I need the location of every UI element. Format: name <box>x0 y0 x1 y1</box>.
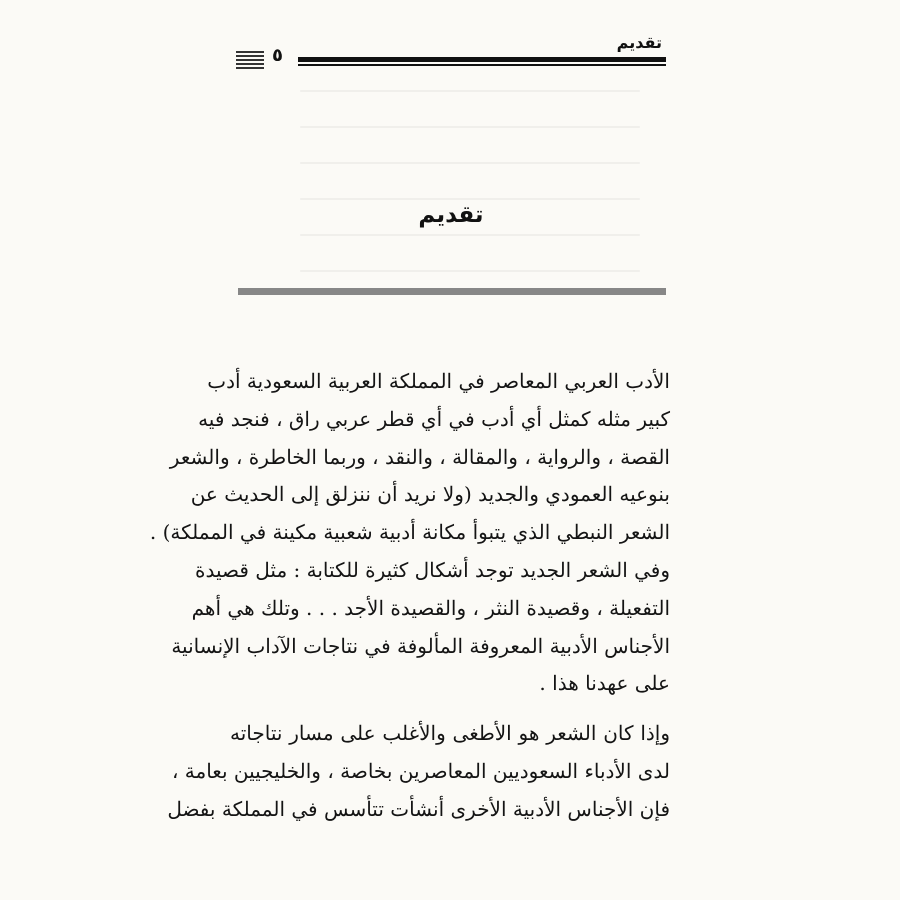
text-line: القصة ، والرواية ، والمقالة ، والنقد ، وربما الخاطرة ، والشعر <box>169 444 670 469</box>
header-rule <box>298 57 666 62</box>
text-line: وإذا كان الشعر هو الأطغى والأغلب على مسار نتاجاته <box>230 721 670 746</box>
text-line: على عهدنا هذا . <box>539 671 670 696</box>
text-line: بنوعيه العمودي والجديد (ولا نريد أن ننزلق إلى الحديث عن <box>190 482 670 507</box>
paragraph <box>149 363 670 703</box>
running-header <box>236 33 666 83</box>
paragraph <box>167 715 670 828</box>
paragraph-gap <box>230 703 670 715</box>
text-line: وفي الشعر الجديد توجد أشكال كثيرة للكتابة : مثل قصيدة <box>195 557 670 582</box>
page-number: ٥ <box>272 45 283 66</box>
chapter-title: تقديم <box>418 202 484 228</box>
header-rule-thin <box>298 64 666 66</box>
text-line: الأجناس الأدبية المعروفة المألوفة في نتاجات الآداب الإنسانية <box>171 633 670 658</box>
text-line: الشعر النبطي الذي يتبوأ مكانة أدبية شعبية مكينة في المملكة) . <box>149 520 670 545</box>
chapter-title-rule <box>238 288 666 295</box>
text-line: التفعيلة ، وقصيدة النثر ، والقصيدة الأجد . . . وتلك هي أهم <box>191 595 670 620</box>
header-stripes-ornament <box>236 51 264 71</box>
text-line: الأدب العربي المعاصر في المملكة العربية السعودية أدب <box>207 369 670 393</box>
running-title: تقديم <box>616 33 662 52</box>
text-line: لدى الأدباء السعوديين المعاصرين بخاصة ، والخليجيين بعامة ، <box>171 758 670 783</box>
body-text <box>149 363 670 829</box>
text-line: فإن الأجناس الأدبية الأخرى أنشأت تتأسس في المملكة بفضل <box>167 796 670 821</box>
text-line: كبير مثله كمثل أي أدب في أي قطر عربي راق ، فنجد فيه <box>198 406 670 431</box>
